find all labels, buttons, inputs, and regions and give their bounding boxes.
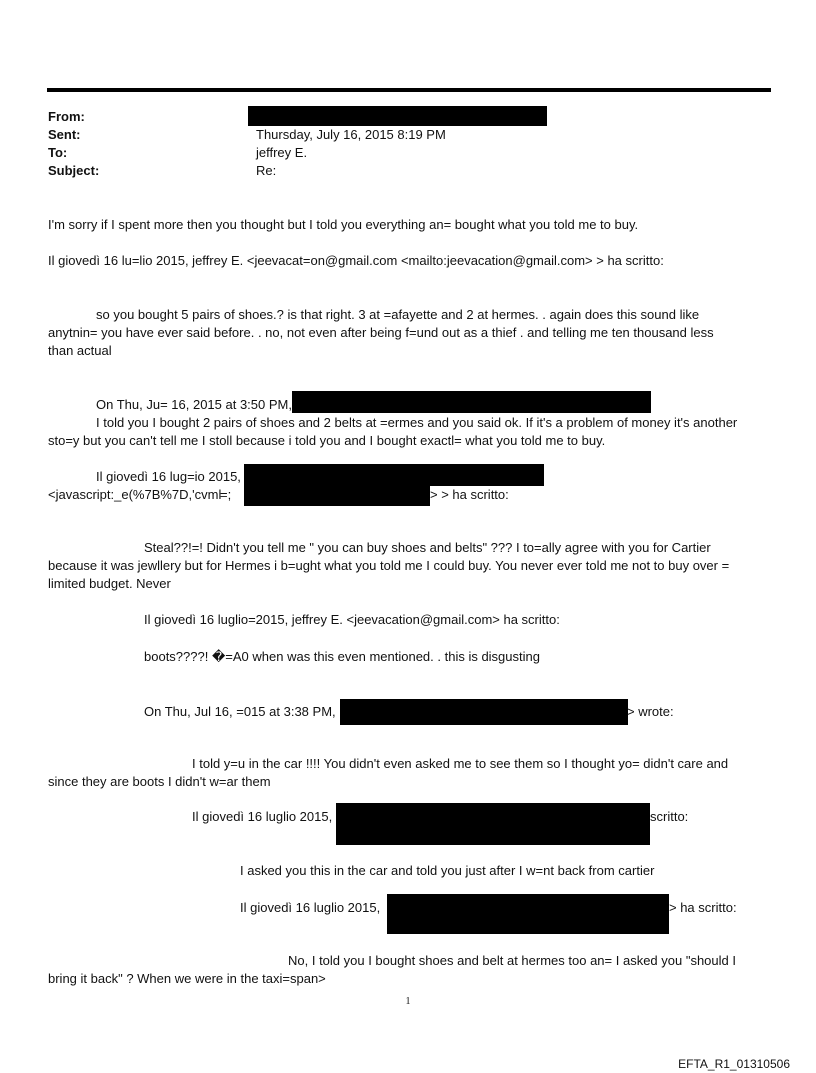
redaction-bar: [292, 391, 651, 413]
body-line: I told you I bought 2 pairs of shoes and 2 belts at =ermes and you said ok. If it's a problem of money it's another: [96, 415, 738, 430]
body-line: than actual: [48, 343, 112, 358]
subject-value: Re:: [256, 163, 277, 178]
to-label: To:: [48, 145, 68, 160]
body-line: so you bought 5 pairs of shoes.? is that right. 3 at =afayette and 2 at hermes. . again does this sound like: [96, 307, 700, 322]
redaction-bar: [336, 803, 650, 845]
body-line: On Thu, Jul 16, =015 at 3:38 PM,: [144, 704, 336, 719]
redaction-bar: [387, 894, 669, 934]
body-line: Steal??!=! Didn't you tell me " you can buy shoes and belts" ??? I to=ally agree with you for Cartier: [144, 540, 711, 555]
body-line: scritto:: [650, 809, 689, 824]
sent-label: Sent:: [48, 127, 81, 142]
body-line: Il giovedì 16 lu=lio 2015, jeffrey E. <jeevacat=on@gmail.com <mailto:jeevacation@gmail.com> > ha scritto:: [48, 253, 664, 268]
body-line: because it was jewllery but for Hermes i b=ught what you told me I could buy. You never ever told me not to buy over =: [48, 558, 730, 573]
redaction-bar: [340, 699, 628, 725]
body-line: On Thu, Ju= 16, 2015 at 3:50 PM,: [96, 397, 292, 412]
body-line: > > ha scritto:: [430, 487, 509, 502]
subject-label: Subject:: [48, 163, 100, 178]
body-line: Il giovedì 16 luglio 2015,: [240, 900, 381, 915]
header-rule: [47, 88, 771, 92]
to-value: jeffrey E.: [256, 145, 308, 160]
from-label: From:: [48, 109, 85, 124]
body-line: limited budget. Never: [48, 576, 171, 591]
body-line: since they are boots I didn't w=ar them: [48, 774, 271, 789]
body-line: I asked you this in the car and told you just after I w=nt back from cartier: [240, 863, 655, 878]
redaction-bar: [248, 106, 547, 126]
body-line: Il giovedì 16 luglio=2015, jeffrey E. <jeevacation@gmail.com> ha scritto:: [144, 612, 560, 627]
body-line: > ha scritto:: [669, 900, 737, 915]
body-line: bring it back" ? When we were in the taxi=span>: [48, 971, 326, 986]
body-line: > wrote:: [627, 704, 674, 719]
body-line: I told y=u in the car !!!! You didn't even asked me to see them so I thought yo= didn't care and: [192, 756, 729, 771]
page-number: 1: [405, 996, 411, 1007]
redaction-bar: [244, 486, 430, 506]
body-line: boots????! �=A0 when was this even mentioned. . this is disgusting: [144, 649, 540, 664]
redaction-bar: [244, 464, 544, 486]
body-line: <javascript:_e(%7B%7D,'cvml: [48, 487, 222, 502]
body-line: Il giovedì 16 lug=io 2015,: [96, 469, 241, 484]
body-line: sto=y but you can't tell me I stoll because i told you and I bought exactl= what you told me to buy.: [48, 433, 606, 448]
body-line: Il giovedì 16 luglio 2015,: [192, 809, 333, 824]
body-line: anytnin= you have ever said before. . no, not even after being f=und out as a thief . and telling me ten thousand less: [48, 325, 714, 340]
body-line: =;: [220, 487, 232, 502]
body-line: No, I told you I bought shoes and belt at hermes too an= I asked you "should I: [288, 953, 736, 968]
sent-value: Thursday, July 16, 2015 8:19 PM: [256, 127, 446, 142]
body-line: I'm sorry if I spent more then you thought but I told you everything an= bought what you told me to buy.: [48, 217, 639, 232]
bates-number: EFTA_R1_01310506: [678, 1057, 790, 1071]
